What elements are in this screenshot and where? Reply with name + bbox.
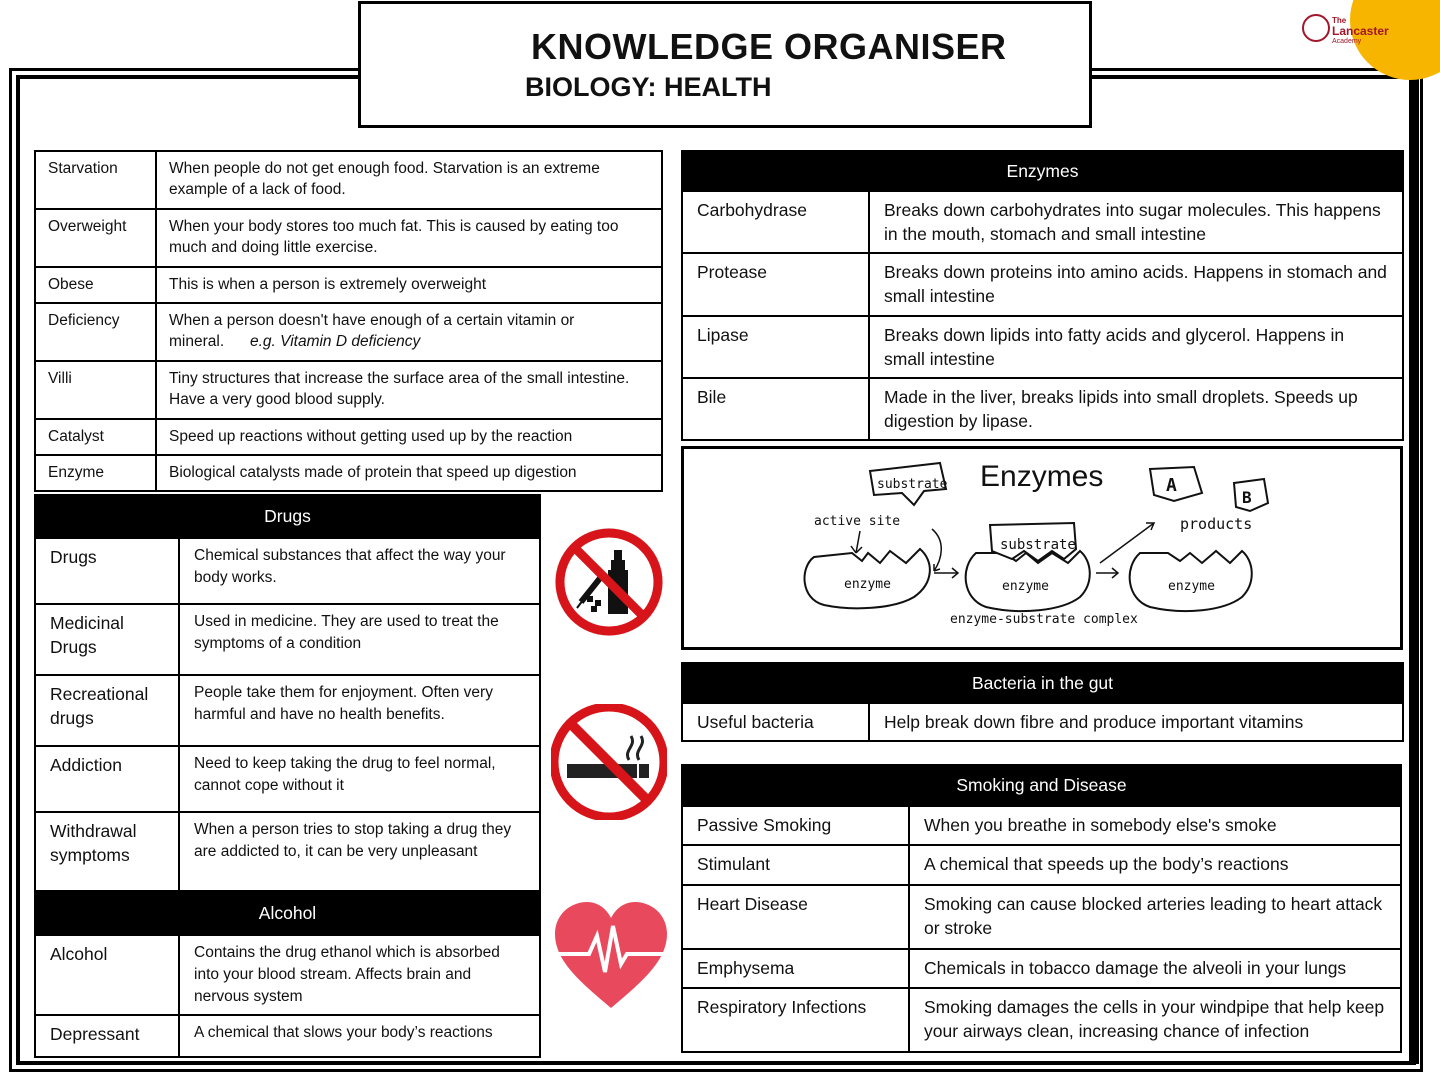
definition-cell: People take them for enjoyment. Often very harmful and have no health benefits. xyxy=(179,675,540,746)
term-cell: Stimulant xyxy=(682,845,909,885)
term-cell: Drugs xyxy=(35,538,179,604)
sun-shape xyxy=(1350,0,1440,80)
enzyme-label-1: enzyme xyxy=(844,577,891,592)
definition-cell: Breaks down lipids into fatty acids and glycerol. Happens in small intestine xyxy=(869,316,1403,378)
definition-cell: Breaks down carbohydrates into sugar molecules. This happens in the mouth, stomach and small intestine xyxy=(869,191,1403,253)
definition-cell xyxy=(156,303,662,361)
logo-sub: Academy xyxy=(1332,38,1362,45)
table-row xyxy=(682,378,1403,440)
table-row xyxy=(35,812,540,891)
definitions-table xyxy=(34,150,663,492)
definition-cell: Chemicals in tobacco damage the alveoli in your lungs xyxy=(909,949,1401,988)
bacteria-header: Bacteria in the gut xyxy=(682,663,1403,703)
definition-cell: Chemical substances that affect the way your body works. xyxy=(179,538,540,604)
table-row xyxy=(35,267,662,303)
enzymes-header: Enzymes xyxy=(682,151,1403,191)
page-title: KNOWLEDGE ORGANISER xyxy=(531,26,1007,67)
table-row xyxy=(682,845,1401,885)
term-cell: Lipase xyxy=(682,316,869,378)
term-cell: Protease xyxy=(682,253,869,316)
table-row xyxy=(682,949,1401,988)
bacteria-table xyxy=(681,662,1404,742)
enzyme-diagram xyxy=(681,446,1403,650)
term-cell: Starvation xyxy=(35,151,156,209)
alcohol-header: Alcohol xyxy=(35,891,540,935)
term-cell: Addiction xyxy=(35,746,179,812)
table-row xyxy=(35,675,540,746)
smoking-header: Smoking and Disease xyxy=(682,765,1401,806)
table-row xyxy=(35,455,662,491)
definition-cell: Help break down fibre and produce important vitamins xyxy=(869,703,1403,741)
definition-cell: Tiny structures that increase the surface area of the small intestine. Have a very good blood supply. xyxy=(156,361,662,419)
enzyme-label-2: enzyme xyxy=(1002,579,1049,594)
definition-cell: Smoking damages the cells in your windpipe that help keep your airways clean, increasing chance of infection xyxy=(909,988,1401,1052)
term-cell: Medicinal Drugs xyxy=(35,604,179,675)
substrate-mid-label: substrate xyxy=(1000,537,1076,553)
table-row xyxy=(682,253,1403,316)
table-row xyxy=(35,151,662,209)
table-row xyxy=(35,361,662,419)
definition-cell: When a person tries to stop taking a drug they are addicted to, it can be very unpleasant xyxy=(179,812,540,891)
table-row xyxy=(682,703,1403,741)
term-cell: Recreational drugs xyxy=(35,675,179,746)
table-row xyxy=(35,604,540,675)
definition-cell: Biological catalysts made of protein that speed up digestion xyxy=(156,455,662,491)
no-drugs-alcohol-icon xyxy=(553,526,665,638)
definition-cell: Used in medicine. They are used to treat the symptoms of a condition xyxy=(179,604,540,675)
table-row xyxy=(35,209,662,267)
term-cell: Withdrawal symptoms xyxy=(35,812,179,891)
school-logo xyxy=(1296,0,1440,70)
table-row xyxy=(682,988,1401,1052)
logo-small-text: The xyxy=(1332,16,1347,25)
table-row xyxy=(35,935,540,1015)
table-row xyxy=(682,885,1401,949)
drugs-table xyxy=(34,494,541,1058)
smoking-table xyxy=(681,764,1402,1053)
page-right-bar xyxy=(1409,78,1419,1064)
definition-cell: When your body stores too much fat. This is caused by eating too much and doing little exercise. xyxy=(156,209,662,267)
table-row xyxy=(35,538,540,604)
logo-name: Lancaster xyxy=(1332,24,1389,38)
term-cell: Depressant xyxy=(35,1015,179,1057)
table-row xyxy=(35,746,540,812)
table-row xyxy=(682,316,1403,378)
term-cell: Carbohydrase xyxy=(682,191,869,253)
no-smoking-icon xyxy=(551,704,667,820)
term-cell: Obese xyxy=(35,267,156,303)
term-cell: Catalyst xyxy=(35,419,156,455)
term-cell: Overweight xyxy=(35,209,156,267)
drugs-header: Drugs xyxy=(35,495,540,538)
title-box xyxy=(358,1,1092,128)
table-row xyxy=(682,191,1403,253)
substrate-top-label: substrate xyxy=(877,477,948,492)
term-cell: Respiratory Infections xyxy=(682,988,909,1052)
term-cell: Alcohol xyxy=(35,935,179,1015)
diagram-title: Enzymes xyxy=(980,460,1104,493)
definition-cell: When you breathe in somebody else's smoke xyxy=(909,806,1401,845)
term-cell: Enzyme xyxy=(35,455,156,491)
term-cell: Bile xyxy=(682,378,869,440)
definition-cell: A chemical that speeds up the body’s reactions xyxy=(909,845,1401,885)
enzymes-table xyxy=(681,150,1404,441)
definition-cell: Made in the liver, breaks lipids into small droplets. Speeds up digestion by lipase. xyxy=(869,378,1403,440)
table-row xyxy=(35,303,662,361)
definition-text: When a person doesn't have enough of a certain vitamin or mineral. xyxy=(169,312,575,350)
definition-cell: Contains the drug ethanol which is absorbed into your blood stream. Affects brain and nervous system xyxy=(179,935,540,1015)
term-cell: Passive Smoking xyxy=(682,806,909,845)
definition-example: e.g. Vitamin D deficiency xyxy=(249,333,421,350)
term-cell: Emphysema xyxy=(682,949,909,988)
definition-cell: Need to keep taking the drug to feel normal, cannot cope without it xyxy=(179,746,540,812)
products-label: products xyxy=(1180,515,1253,533)
term-cell: Villi xyxy=(35,361,156,419)
enzyme-label-3: enzyme xyxy=(1168,579,1215,594)
definition-cell: A chemical that slows your body’s reactions xyxy=(179,1015,540,1057)
definition-cell: When people do not get enough food. Starvation is an extreme example of a lack of food. xyxy=(156,151,662,209)
table-row xyxy=(35,419,662,455)
product-a-label: A xyxy=(1166,475,1177,496)
active-site-label: active site xyxy=(814,514,901,529)
table-row xyxy=(682,806,1401,845)
definition-cell: This is when a person is extremely overweight xyxy=(156,267,662,303)
page-subtitle: BIOLOGY: HEALTH xyxy=(525,72,772,102)
definition-cell: Smoking can cause blocked arteries leading to heart attack or stroke xyxy=(909,885,1401,949)
rose-emblem-icon xyxy=(1302,14,1330,42)
definition-cell: Breaks down proteins into amino acids. Happens in stomach and small intestine xyxy=(869,253,1403,316)
table-row xyxy=(35,1015,540,1057)
complex-label: enzyme-substrate complex xyxy=(950,612,1138,627)
term-cell: Useful bacteria xyxy=(682,703,869,741)
heartbeat-icon xyxy=(553,900,669,1012)
term-cell: Deficiency xyxy=(35,303,156,361)
definition-cell: Speed up reactions without getting used up by the reaction xyxy=(156,419,662,455)
product-b-label: B xyxy=(1242,488,1252,507)
term-cell: Heart Disease xyxy=(682,885,909,949)
